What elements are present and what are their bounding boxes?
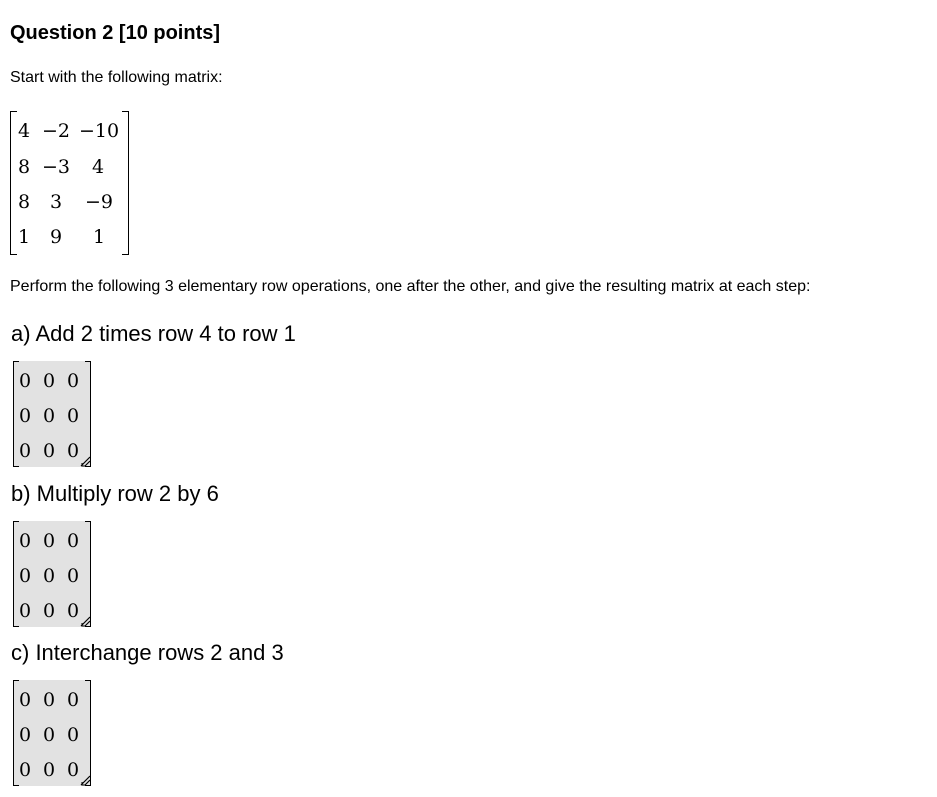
matrix-cell: 4: [18, 120, 31, 142]
matrix-cell: 3: [50, 191, 63, 213]
answer-cell[interactable]: 0: [18, 689, 32, 711]
answer-cell[interactable]: 0: [18, 600, 32, 622]
left-bracket: [10, 111, 17, 255]
resize-handle-icon[interactable]: [80, 775, 91, 786]
matrix-cell: 4: [92, 156, 105, 178]
step-b-label: b) Multiply row 2 by 6: [11, 481, 219, 506]
matrix-cell: 1: [18, 226, 31, 248]
resize-handle-icon[interactable]: [80, 456, 91, 467]
matrix-cell: 8: [18, 156, 31, 178]
answer-cell[interactable]: 0: [18, 759, 32, 781]
answer-cell[interactable]: 0: [66, 530, 80, 552]
answer-cell[interactable]: 0: [42, 759, 56, 781]
right-bracket: [122, 111, 129, 255]
answer-cell[interactable]: 0: [66, 689, 80, 711]
perform-instruction: Perform the following 3 elementary row operations, one after the other, and give the resulting matrix at each step:: [10, 278, 811, 295]
answer-cell[interactable]: 0: [18, 370, 32, 392]
instruction-text: Start with the following matrix:: [10, 69, 223, 86]
given-matrix: [10, 111, 129, 255]
answer-cell[interactable]: 0: [18, 405, 32, 427]
answer-cell[interactable]: 0: [66, 565, 80, 587]
answer-cell[interactable]: 0: [18, 440, 32, 462]
matrix-cell: −3: [42, 156, 71, 178]
right-bracket: [85, 680, 91, 786]
answer-cell[interactable]: 0: [42, 565, 56, 587]
matrix-cell: 9: [50, 226, 63, 248]
answer-cell[interactable]: 0: [42, 405, 56, 427]
matrix-cell: 8: [18, 191, 31, 213]
answer-cell[interactable]: 0: [18, 530, 32, 552]
answer-cell[interactable]: 0: [18, 724, 32, 746]
right-bracket: [85, 521, 91, 627]
answer-cell[interactable]: 0: [66, 440, 80, 462]
resize-handle-icon[interactable]: [80, 616, 91, 627]
matrix-cell: 1: [93, 226, 106, 248]
step-a-label: a) Add 2 times row 4 to row 1: [11, 321, 296, 346]
question-title: Question 2 [10 points]: [10, 22, 221, 44]
step-c-label: c) Interchange rows 2 and 3: [11, 640, 284, 665]
answer-cell[interactable]: 0: [42, 530, 56, 552]
answer-matrix-c[interactable]: [13, 680, 91, 786]
answer-matrix-a[interactable]: [13, 361, 91, 467]
answer-cell[interactable]: 0: [42, 600, 56, 622]
matrix-cell: −10: [79, 120, 120, 142]
answer-cell[interactable]: 0: [42, 724, 56, 746]
answer-cell[interactable]: 0: [42, 370, 56, 392]
answer-cell[interactable]: 0: [66, 405, 80, 427]
matrix-cell: −9: [85, 191, 114, 213]
answer-cell[interactable]: 0: [66, 370, 80, 392]
answer-cell[interactable]: 0: [18, 565, 32, 587]
answer-cell[interactable]: 0: [66, 724, 80, 746]
right-bracket: [85, 361, 91, 467]
answer-cell[interactable]: 0: [66, 600, 80, 622]
answer-cell[interactable]: 0: [42, 440, 56, 462]
answer-matrix-b[interactable]: [13, 521, 91, 627]
answer-cell[interactable]: 0: [66, 759, 80, 781]
matrix-cell: −2: [42, 120, 71, 142]
answer-cell[interactable]: 0: [42, 689, 56, 711]
